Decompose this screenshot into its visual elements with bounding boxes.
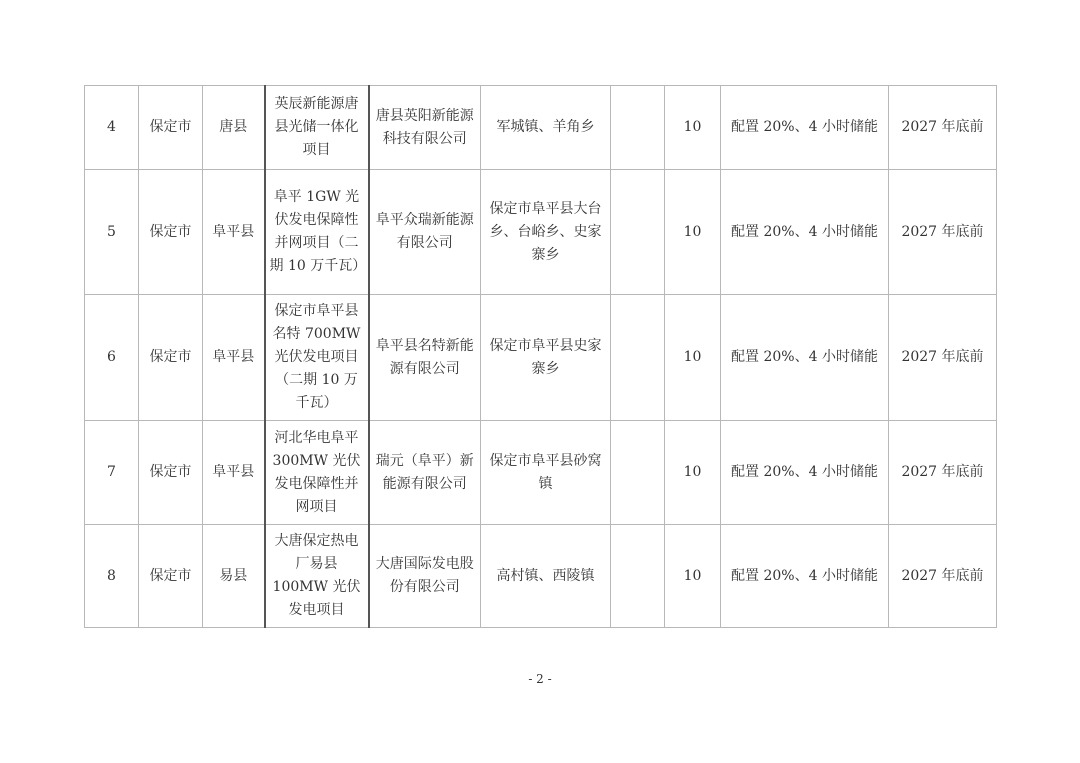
city-cell: 保定市 bbox=[139, 421, 203, 525]
blank-cell bbox=[611, 421, 665, 525]
table-row bbox=[85, 525, 997, 628]
table-row bbox=[85, 86, 997, 170]
county-cell: 阜平县 bbox=[203, 421, 265, 525]
company-cell: 瑞元（阜平）新能源有限公司 bbox=[369, 421, 481, 525]
row-index: 6 bbox=[85, 295, 139, 421]
location-cell: 保定市阜平县大台乡、台峪乡、史家寨乡 bbox=[481, 170, 611, 295]
blank-cell bbox=[611, 170, 665, 295]
capacity-cell: 10 bbox=[665, 170, 721, 295]
storage-cell: 配置 20%、4 小时储能 bbox=[721, 295, 889, 421]
capacity-cell: 10 bbox=[665, 421, 721, 525]
deadline-cell: 2027 年底前 bbox=[889, 525, 997, 628]
row-index: 4 bbox=[85, 86, 139, 170]
blank-cell bbox=[611, 295, 665, 421]
county-cell: 阜平县 bbox=[203, 295, 265, 421]
location-cell: 军城镇、羊角乡 bbox=[481, 86, 611, 170]
storage-cell: 配置 20%、4 小时储能 bbox=[721, 525, 889, 628]
capacity-cell: 10 bbox=[665, 295, 721, 421]
city-cell: 保定市 bbox=[139, 170, 203, 295]
project-name-cell: 保定市阜平县名特 700MW 光伏发电项目（二期 10 万千瓦） bbox=[265, 295, 369, 421]
project-name-cell: 河北华电阜平 300MW 光伏发电保障性并网项目 bbox=[265, 421, 369, 525]
city-cell: 保定市 bbox=[139, 525, 203, 628]
table-row bbox=[85, 170, 997, 295]
row-index: 8 bbox=[85, 525, 139, 628]
table-row bbox=[85, 295, 997, 421]
city-cell: 保定市 bbox=[139, 295, 203, 421]
city-cell: 保定市 bbox=[139, 86, 203, 170]
capacity-cell: 10 bbox=[665, 525, 721, 628]
location-cell: 高村镇、西陵镇 bbox=[481, 525, 611, 628]
row-index: 5 bbox=[85, 170, 139, 295]
table-row bbox=[85, 421, 997, 525]
storage-cell: 配置 20%、4 小时储能 bbox=[721, 86, 889, 170]
county-cell: 阜平县 bbox=[203, 170, 265, 295]
deadline-cell: 2027 年底前 bbox=[889, 170, 997, 295]
storage-cell: 配置 20%、4 小时储能 bbox=[721, 170, 889, 295]
blank-cell bbox=[611, 86, 665, 170]
project-table bbox=[84, 85, 997, 628]
page-number: - 2 - bbox=[528, 672, 552, 686]
company-cell: 唐县英阳新能源科技有限公司 bbox=[369, 86, 481, 170]
company-cell: 阜平县名特新能源有限公司 bbox=[369, 295, 481, 421]
location-cell: 保定市阜平县砂窝镇 bbox=[481, 421, 611, 525]
county-cell: 唐县 bbox=[203, 86, 265, 170]
county-cell: 易县 bbox=[203, 525, 265, 628]
row-index: 7 bbox=[85, 421, 139, 525]
storage-cell: 配置 20%、4 小时储能 bbox=[721, 421, 889, 525]
capacity-cell: 10 bbox=[665, 86, 721, 170]
project-name-cell: 英辰新能源唐县光储一体化项目 bbox=[265, 86, 369, 170]
project-name-cell: 阜平 1GW 光伏发电保障性并网项目（二期 10 万千瓦） bbox=[265, 170, 369, 295]
company-cell: 阜平众瑞新能源有限公司 bbox=[369, 170, 481, 295]
company-cell: 大唐国际发电股份有限公司 bbox=[369, 525, 481, 628]
project-name-cell: 大唐保定热电厂易县 100MW 光伏发电项目 bbox=[265, 525, 369, 628]
deadline-cell: 2027 年底前 bbox=[889, 295, 997, 421]
deadline-cell: 2027 年底前 bbox=[889, 421, 997, 525]
location-cell: 保定市阜平县史家寨乡 bbox=[481, 295, 611, 421]
deadline-cell: 2027 年底前 bbox=[889, 86, 997, 170]
blank-cell bbox=[611, 525, 665, 628]
